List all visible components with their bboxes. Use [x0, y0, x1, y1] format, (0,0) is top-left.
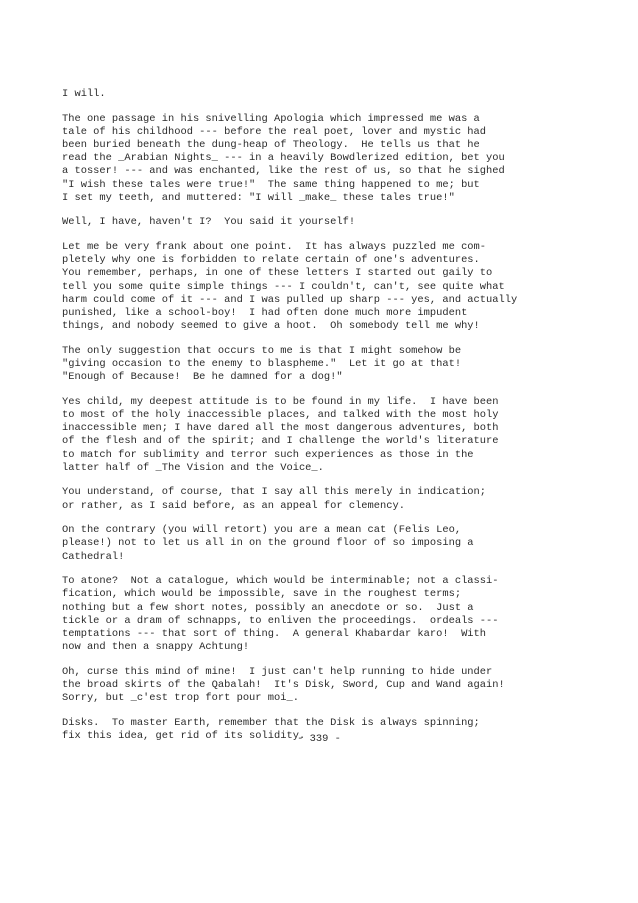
text-line: latter half of _The Vision and the Voice_.: [62, 461, 324, 474]
text-line: inaccessible men; I have dared all the most dangerous adventures, both: [62, 422, 499, 435]
text-line: to most of the holy inaccessible places, and talked with the most holy: [62, 409, 499, 422]
text-line: tickle or a dram of schnapps, to enliven the proceedings. ordeals ---: [62, 614, 499, 627]
text-line: now and then a snappy Achtung!: [62, 641, 250, 654]
paragraph: [62, 486, 582, 512]
paragraph: [62, 113, 582, 205]
text-line: You understand, of course, that I say all this merely in indication;: [62, 486, 487, 499]
paragraph: [62, 216, 582, 229]
text-line: temptations --- that sort of thing. A general Khabardar karo! With: [62, 628, 487, 641]
text-line: a tosser! --- and was enchanted, like the rest of us, so that he sighed: [62, 165, 505, 178]
document-body: [62, 88, 582, 755]
text-line: Yes child, my deepest attitude is to be found in my life. I have been: [62, 395, 499, 408]
text-line: things, and nobody seemed to give a hoot. Oh somebody tell me why!: [62, 320, 480, 333]
text-line: read the _Arabian Nights_ --- in a heavily Bowdlerized edition, bet you: [62, 152, 505, 165]
page-number: - 339 -: [297, 733, 341, 745]
text-line: "Enough of Because! Be he damned for a dog!": [62, 371, 343, 384]
text-line: The one passage in his snivelling Apologia which impressed me was a: [62, 112, 480, 125]
text-line: fix this idea, get rid of its solidity.: [62, 730, 306, 743]
text-line: harm could come of it --- and I was pulled up sharp --- yes, and actually: [62, 293, 518, 306]
text-line: "I wish these tales were true!" The same thing happened to me; but: [62, 178, 480, 191]
text-line: The only suggestion that occurs to me is that I might somehow be: [62, 344, 462, 357]
text-line: been buried beneath the dung-heap of Theology. He tells us that he: [62, 139, 480, 151]
paragraph: [62, 345, 582, 385]
text-line: To atone? Not a catalogue, which would be interminable; not a classi-: [62, 575, 499, 588]
text-line: On the contrary (you will retort) you are a mean cat (Felis Leo,: [62, 524, 462, 537]
paragraph: [62, 396, 582, 475]
text-line: nothing but a few short notes, possibly an anecdote or so. Just a: [62, 601, 474, 614]
text-line: tale of his childhood --- before the real poet, lover and mystic had: [62, 125, 487, 138]
text-line: Oh, curse this mind of mine! I just can't help running to hide under: [62, 665, 493, 678]
text-line: I set my teeth, and muttered: "I will _make_ these tales true!": [62, 191, 455, 204]
paragraph: [62, 575, 582, 654]
text-line: or rather, as I said before, as an appeal for clemency.: [62, 499, 405, 512]
paragraph: [62, 241, 582, 333]
text-line: I will.: [62, 88, 106, 100]
paragraph: [62, 88, 582, 101]
text-line: Sorry, but _c'est trop fort pour moi_.: [62, 692, 299, 705]
text-line: to match for sublimity and terror such experiences as those in the: [62, 448, 474, 461]
paragraph: [62, 524, 582, 564]
text-line: please!) not to let us all in on the ground floor of so imposing a: [62, 537, 474, 550]
text-line: "giving occasion to the enemy to blaspheme." Let it go at that!: [62, 358, 462, 371]
text-line: tell you some quite simple things --- I couldn't, can't, see quite what: [62, 280, 505, 293]
text-line: Cathedral!: [62, 550, 125, 563]
text-line: fication, which would be impossible, save in the roughest terms;: [62, 588, 462, 601]
text-line: Disks. To master Earth, remember that the Disk is always spinning;: [62, 716, 480, 729]
text-line: punished, like a school-boy! I had often done much more impudent: [62, 307, 468, 320]
text-line: the broad skirts of the Qabalah! It's Disk, Sword, Cup and Wand again!: [62, 679, 505, 692]
text-line: Well, I have, haven't I? You said it yourself!: [62, 216, 356, 229]
text-line: pletely why one is forbidden to relate certain of one's adventures.: [62, 254, 480, 267]
text-line: of the flesh and of the spirit; and I challenge the world's literature: [62, 435, 499, 448]
paragraph: [62, 666, 582, 706]
text-line: You remember, perhaps, in one of these letters I started out gaily to: [62, 267, 493, 280]
text-line: Let me be very frank about one point. It has always puzzled me com-: [62, 241, 487, 253]
